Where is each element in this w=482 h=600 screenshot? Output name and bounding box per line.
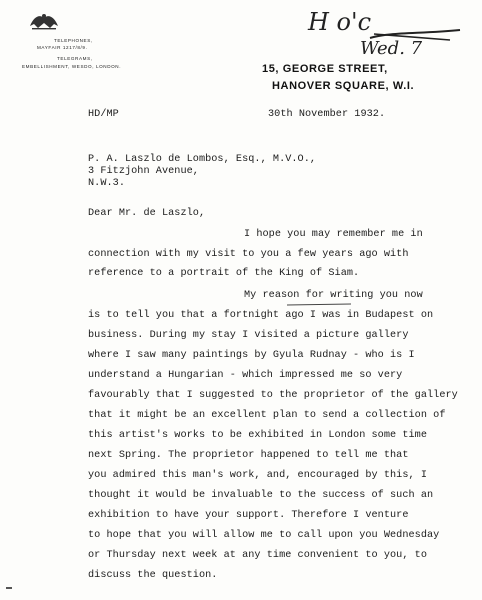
address-line-2: HANOVER SQUARE, W.I. [272,80,415,92]
handwritten-line-1: H o'c [308,8,372,36]
body-line: where I saw many paintings by Gyula Rudnay - who is I [88,350,415,361]
body-line: favourably that I suggested to the proprietor of the gallery [88,390,458,401]
salutation: Dear Mr. de Laszlo, [88,208,206,219]
telegrams-address: EMBELLISHMENT, WESDO, LONDON. [22,64,122,69]
body-line: discuss the question. [88,570,218,581]
body-line: business. During my stay I visited a picture gallery [88,330,409,341]
body-line: understand a Hungarian - which impressed me so very [88,370,403,381]
body-line: exhibition to have your support. Therefore I venture [88,510,409,521]
pencil-underline [285,301,353,309]
body-line: is to tell you that a fortnight ago I was in Budapest on [88,310,434,321]
telephones-number: MAYFAIR 1217/8/9. [37,45,88,50]
margin-mark [6,586,14,590]
body-line: to hope that you will allow me to call upon you Wednesday [88,530,440,541]
recipient-line-2: 3 Fitzjohn Avenue, [88,166,199,177]
address-line-1: 15, GEORGE STREET, [262,63,388,75]
body-line: you admired this man's work, and, encouraged by this, I [88,470,427,481]
recipient-line-1: P. A. Laszlo de Lombos, Esq., M.V.O., [88,154,317,165]
body-line: next Spring. The proprietor happened to tell me that [88,450,409,461]
telegrams-label: TELEGRAMS, [57,56,93,61]
handwritten-note [300,4,480,82]
body-line: reference to a portrait of the King of Siam. [88,268,360,279]
body-line: or Thursday next week at any time convenient to you, to [88,550,427,561]
reference: HD/MP [88,109,119,120]
letter-date: 30th November 1932. [268,109,386,120]
body-line: I hope you may remember me in [244,229,423,240]
recipient-line-3: N.W.3. [88,178,125,189]
handwritten-line-2: Wed. 7 [360,38,423,59]
crest-icon [26,10,62,32]
body-line: My reason for writing you now [244,290,423,301]
telephones-label: TELEPHONES, [54,38,93,43]
body-line: this artist's works to be exhibited in London some time [88,430,427,441]
body-line: connection with my visit to you a few years ago with [88,249,409,260]
body-line: thought it would be invaluable to the success of such an [88,490,434,501]
body-line: that it might be an excellent plan to send a collection of [88,410,446,421]
